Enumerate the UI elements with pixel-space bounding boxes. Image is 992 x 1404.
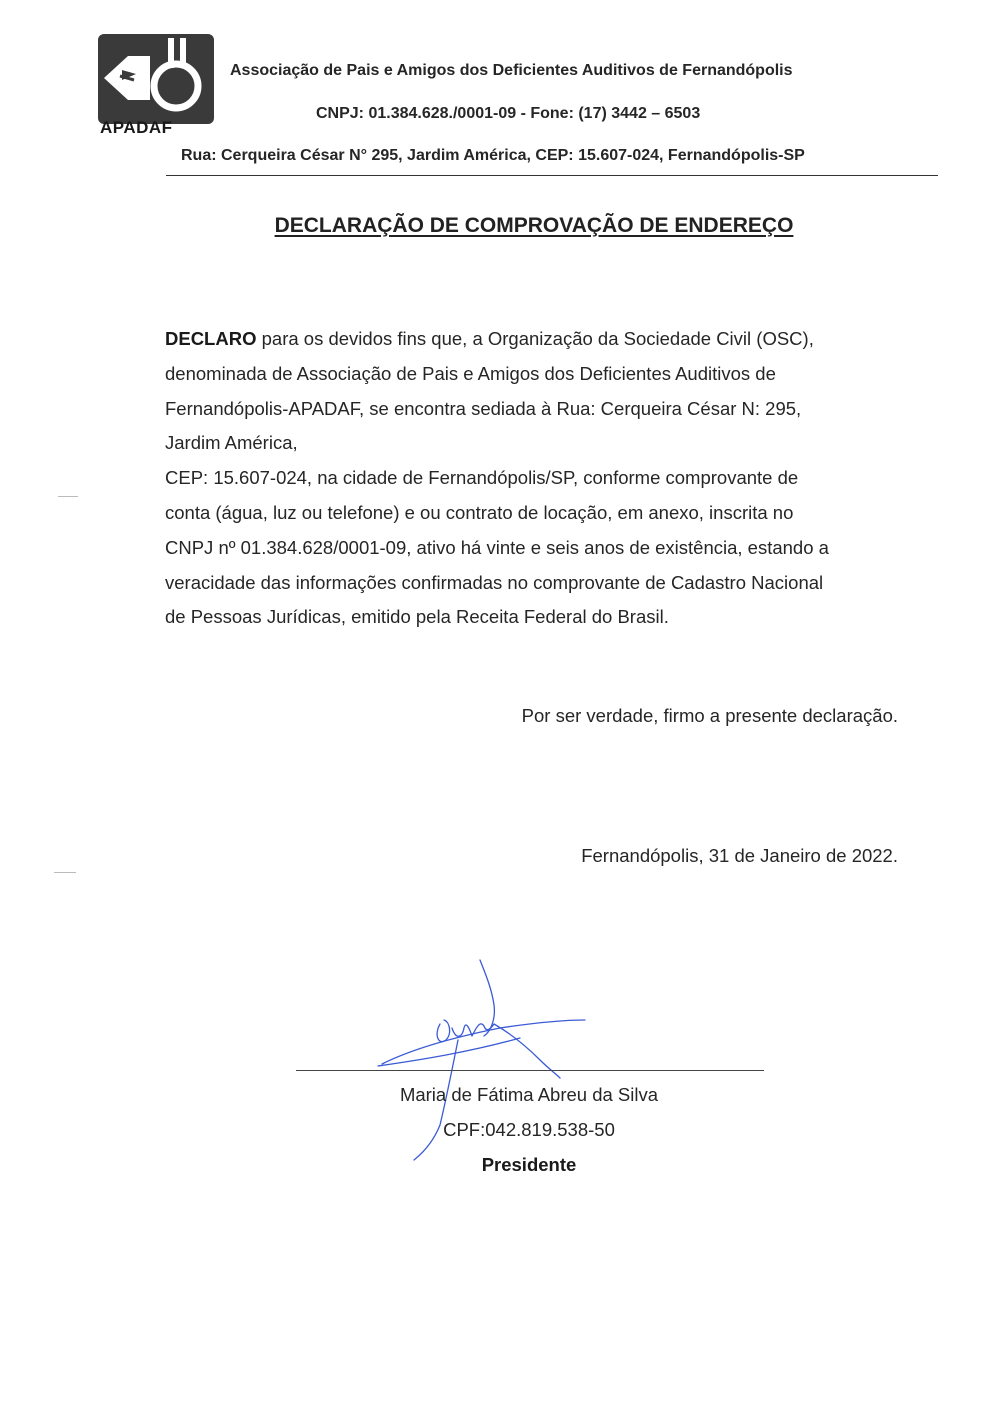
document-title: DECLARAÇÃO DE COMPROVAÇÃO DE ENDEREÇO bbox=[274, 214, 794, 237]
body-line: de Pessoas Jurídicas, emitido pela Receita Federal do Brasil. bbox=[165, 606, 669, 628]
lead-word: DECLARO bbox=[165, 328, 257, 349]
organization-name: Associação de Pais e Amigos dos Deficientes Auditivos de Fernandópolis bbox=[230, 62, 793, 79]
apadaf-logo-mark bbox=[98, 34, 214, 124]
body-line-text: para os devidos fins que, a Organização da Sociedade Civil (OSC), bbox=[256, 328, 814, 349]
closing-statement: Por ser verdade, firmo a presente declaração. bbox=[521, 705, 898, 726]
signatory-name: Maria de Fátima Abreu da Silva bbox=[399, 1084, 659, 1105]
body-line: Fernandópolis-APADAF, se encontra sediada à Rua: Cerqueira César N: 295, bbox=[165, 397, 802, 419]
logo-text: APADAF bbox=[100, 118, 173, 137]
header-divider bbox=[166, 175, 938, 176]
body-line: veracidade das informações confirmadas no comprovante de Cadastro Nacional bbox=[165, 571, 824, 593]
header-address: Rua: Cerqueira César N° 295, Jardim América, CEP: 15.607-024, Fernandópolis-SP bbox=[181, 147, 805, 164]
signatory-role: Presidente bbox=[481, 1154, 577, 1175]
body-line: CEP: 15.607-024, na cidade de Fernandópolis/SP, conforme comprovante de bbox=[165, 467, 799, 489]
place-and-date: Fernandópolis, 31 de Janeiro de 2022. bbox=[581, 845, 898, 866]
body-line bbox=[165, 322, 905, 357]
cnpj-phone: CNPJ: 01.384.628./0001-09 - Fone: (17) 3442 – 6503 bbox=[316, 105, 701, 122]
declaration-body bbox=[165, 322, 905, 635]
body-line: Jardim América, bbox=[165, 432, 298, 454]
body-line: conta (água, luz ou telefone) e ou contrato de locação, em anexo, inscrita no bbox=[165, 501, 794, 523]
scan-mark bbox=[54, 872, 76, 873]
body-line: denominada de Associação de Pais e Amigos dos Deficientes Auditivos de bbox=[165, 362, 776, 384]
signature-line bbox=[296, 1070, 764, 1071]
scan-mark bbox=[58, 496, 78, 497]
signatory-cpf: CPF:042.819.538-50 bbox=[443, 1119, 615, 1140]
body-line: CNPJ nº 01.384.628/0001-09, ativo há vinte e seis anos de existência, estando a bbox=[165, 536, 829, 558]
